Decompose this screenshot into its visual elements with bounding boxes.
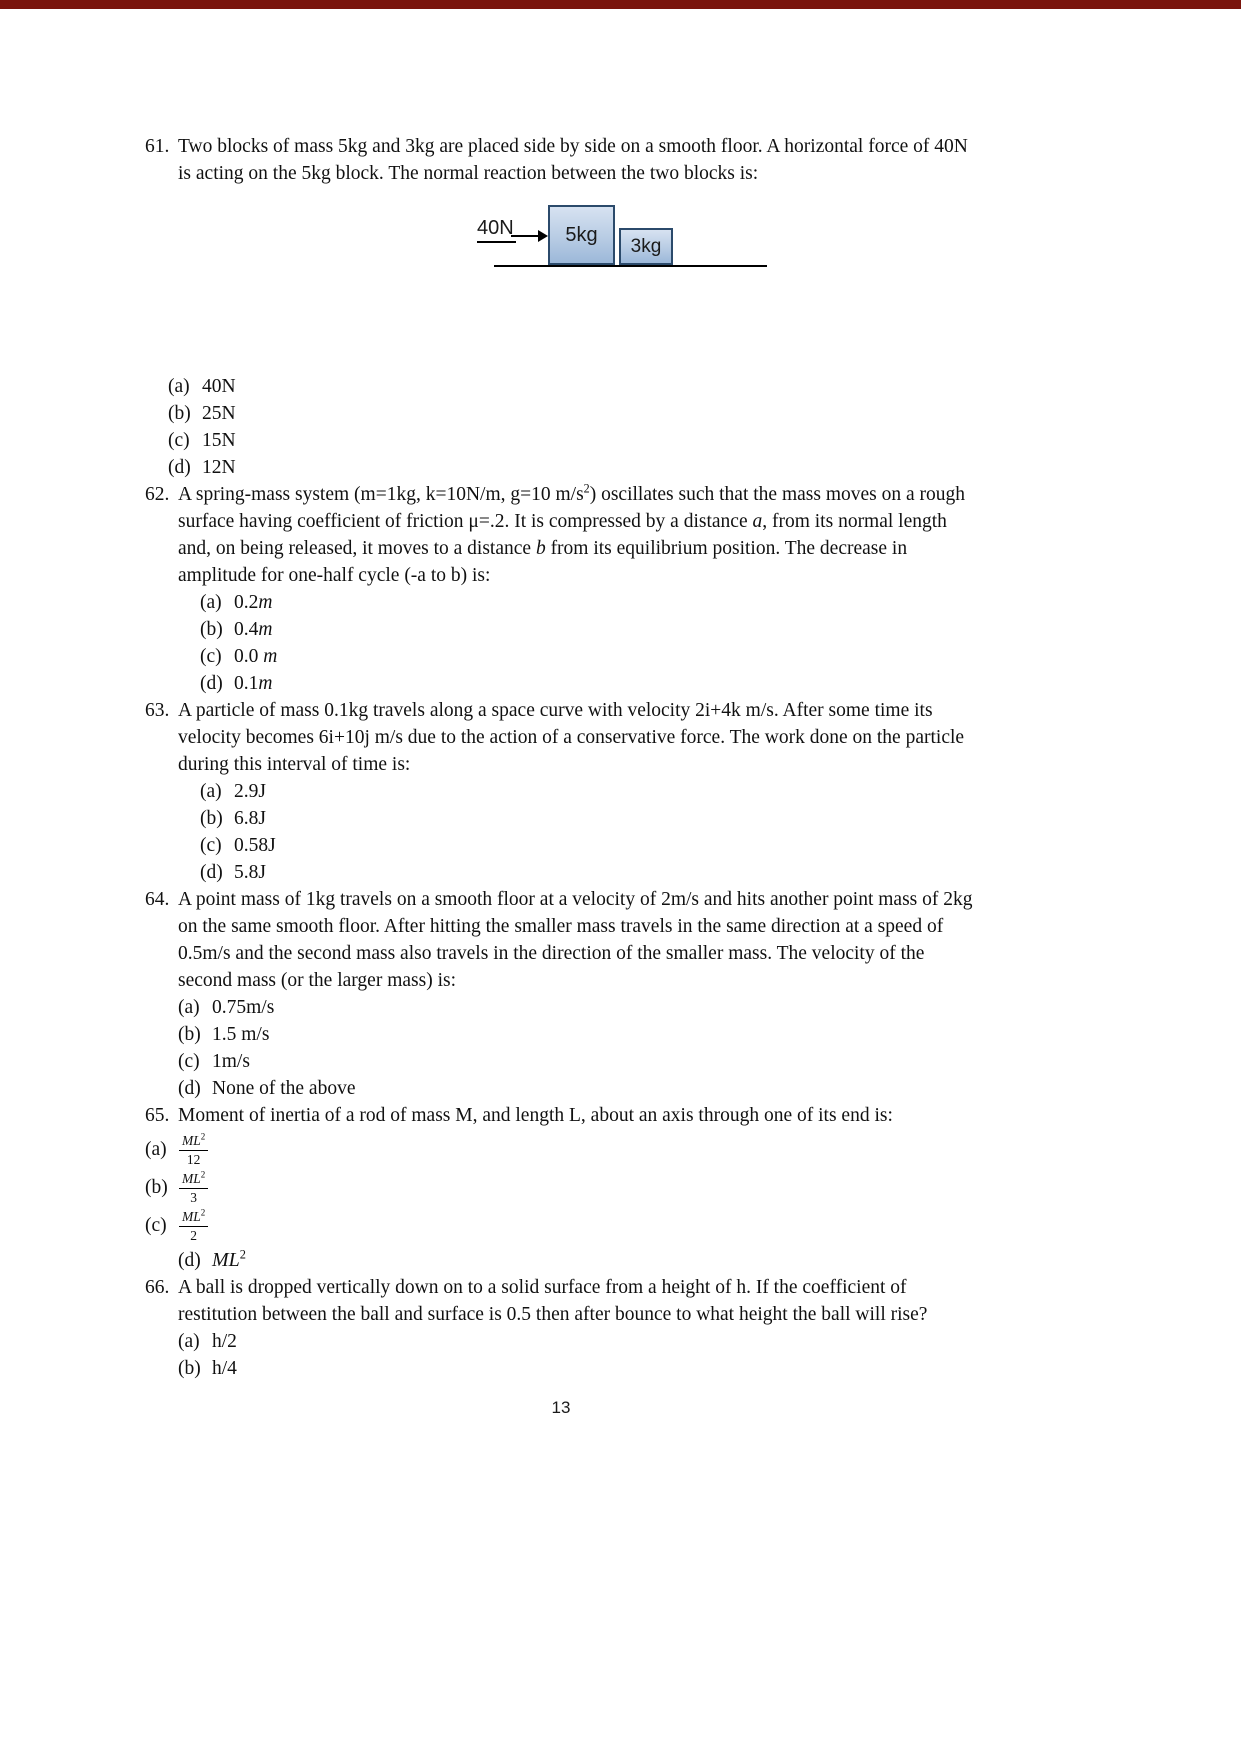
question-text: A point mass of 1kg travels on a smooth floor at a velocity of 2m/s and hits another point mass of 2kg on the same smooth floor. After hitting the smaller mass travels in the same direction at a speed of 0.5m/s and the second mass also travels in the direction of the smaller mass. The velocity of the second mass (or the larger mass) is: — [178, 889, 973, 991]
question-head — [145, 133, 977, 187]
force-arrow-icon — [511, 227, 549, 250]
questions-area — [145, 133, 977, 1418]
question-number: 66. — [145, 1277, 170, 1299]
option-label: (a) — [145, 1139, 167, 1161]
options-list — [145, 589, 977, 697]
question-head — [145, 1274, 977, 1328]
option-label: (a) — [178, 1331, 200, 1353]
fraction — [179, 1133, 208, 1167]
option — [145, 1209, 977, 1243]
option-label: (c) — [200, 835, 222, 856]
options-list — [145, 373, 977, 481]
top-edge-strip — [0, 0, 1241, 9]
question-head — [145, 1102, 977, 1129]
option — [168, 373, 977, 400]
fraction — [179, 1209, 208, 1243]
fraction-denominator: 3 — [190, 1189, 197, 1205]
option — [200, 643, 977, 670]
option-text: 0.1m — [234, 673, 273, 694]
option-label: (b) — [178, 1024, 201, 1045]
option — [145, 1133, 977, 1167]
question-65 — [145, 1102, 977, 1274]
option — [178, 1355, 977, 1382]
options-list — [145, 778, 977, 886]
option — [200, 778, 977, 805]
options-list — [145, 994, 977, 1102]
option — [178, 1021, 977, 1048]
question-number: 62. — [145, 484, 170, 505]
option-text: 0.0 m — [234, 646, 278, 667]
option-label: (c) — [168, 430, 190, 451]
question-63 — [145, 697, 977, 886]
question-number: 63. — [145, 700, 170, 721]
question-62 — [145, 481, 977, 697]
option-text: None of the above — [212, 1078, 356, 1099]
option-text: 0.58J — [234, 835, 276, 856]
option — [178, 1048, 977, 1075]
option — [200, 805, 977, 832]
option-text: 40N — [202, 376, 236, 397]
question-head — [145, 886, 977, 994]
page-number: 13 — [551, 1398, 571, 1418]
question-head — [145, 697, 977, 778]
option-label: (a) — [200, 781, 222, 802]
question-number: 65. — [145, 1105, 170, 1126]
option-text: 0.75m/s — [212, 997, 275, 1018]
fraction-numerator: $ML^2$ — [179, 1171, 208, 1189]
option-label: (d) — [168, 457, 191, 478]
force-label: 40N — [477, 217, 516, 243]
option — [168, 400, 977, 427]
option-label: (a) — [200, 592, 222, 613]
options-list — [145, 1133, 977, 1274]
option-label: (c) — [200, 646, 222, 667]
fraction-denominator: 12 — [186, 1151, 201, 1167]
math-var: b — [535, 538, 546, 559]
option-text: $ML^2$ — [212, 1247, 246, 1272]
math-unit: m — [258, 619, 273, 640]
question-66 — [145, 1274, 977, 1382]
option-label: (b) — [200, 619, 223, 640]
math-unit: m — [263, 646, 278, 667]
option-text: 12N — [202, 457, 236, 478]
option-label: (b) — [200, 808, 223, 829]
option-text: 15N — [202, 430, 236, 451]
fraction-denominator: 2 — [190, 1227, 197, 1243]
option-text: h/2 — [212, 1331, 237, 1353]
fraction-numerator: $ML^2$ — [179, 1209, 208, 1227]
option — [200, 616, 977, 643]
force-blocks-diagram — [477, 205, 769, 269]
math-var: a — [752, 511, 763, 532]
block-3kg-label: 3kg — [630, 235, 662, 257]
options-list — [145, 1328, 977, 1382]
option — [178, 1075, 977, 1102]
question-text: Two blocks of mass 5kg and 3kg are placed side by side on a smooth floor. A horizontal force of 40N is acting on the 5kg block. The normal reaction between the two blocks is: — [178, 136, 968, 184]
question-text: A spring-mass system (m=1kg, k=10N/m, g=10 $m/s^2$) oscillates such that the mass moves on a rough surface having coefficient of friction μ=.2. It is compressed by a distance a, from its normal length and, on being released, it moves to a distance b from its equilibrium position. The decrease in amplitude for one-half cycle (-a to b) is: — [178, 481, 966, 586]
option-text: h/4 — [212, 1358, 237, 1380]
option-label: (b) — [168, 403, 191, 424]
option-text: 5.8J — [234, 862, 266, 883]
option — [178, 1328, 977, 1355]
floor-line — [494, 265, 767, 267]
question-number: 64. — [145, 889, 170, 910]
option-label: (a) — [178, 997, 200, 1018]
option-label: (d) — [178, 1078, 201, 1099]
question-text: A particle of mass 0.1kg travels along a space curve with velocity 2i+4k m/s. After some time its velocity becomes 6i+10j m/s due to the action of a conservative force. The work done on the particle during this interval of time is: — [178, 700, 965, 775]
option-text: 1.5 m/s — [212, 1024, 270, 1045]
question-number: 61. — [145, 136, 170, 157]
option — [200, 589, 977, 616]
question-61 — [145, 133, 977, 481]
option-label: (c) — [178, 1051, 200, 1072]
superscript: 2 — [583, 481, 590, 496]
question-text: A ball is dropped vertically down on to a solid surface from a height of h. If the coefficient of restitution between the ball and surface is 0.5 then after bounce to what height the ball will rise? — [178, 1277, 928, 1326]
question-64 — [145, 886, 977, 1102]
option — [200, 859, 977, 886]
option-label: (d) — [200, 862, 223, 883]
math-unit: m — [258, 673, 273, 694]
option-label: (d) — [178, 1250, 201, 1272]
option-text: 6.8J — [234, 808, 266, 829]
option-label: (a) — [168, 376, 190, 397]
option — [168, 454, 977, 481]
option — [200, 832, 977, 859]
fraction-numerator: $ML^2$ — [179, 1133, 208, 1151]
option-text: 0.4m — [234, 619, 273, 640]
block-5kg — [548, 205, 615, 265]
option — [200, 670, 977, 697]
option-text: 25N — [202, 403, 236, 424]
option-text: 2.9J — [234, 781, 266, 802]
option-label: (b) — [145, 1177, 168, 1199]
option-label: (b) — [178, 1358, 201, 1380]
option — [178, 1247, 977, 1274]
option — [145, 1171, 977, 1205]
option — [178, 994, 977, 1021]
block-3kg — [619, 228, 673, 265]
question-text: Moment of inertia of a rod of mass M, and length L, about an axis through one of its end is: — [178, 1105, 893, 1126]
option-label: (d) — [200, 673, 223, 694]
question-head — [145, 481, 977, 589]
option-text: 1m/s — [212, 1051, 250, 1072]
option-text: 0.2m — [234, 592, 273, 613]
math-unit: m — [258, 592, 273, 613]
option — [168, 427, 977, 454]
block-5kg-label: 5kg — [565, 223, 598, 246]
option-label: (c) — [145, 1215, 167, 1237]
fraction — [179, 1171, 208, 1205]
